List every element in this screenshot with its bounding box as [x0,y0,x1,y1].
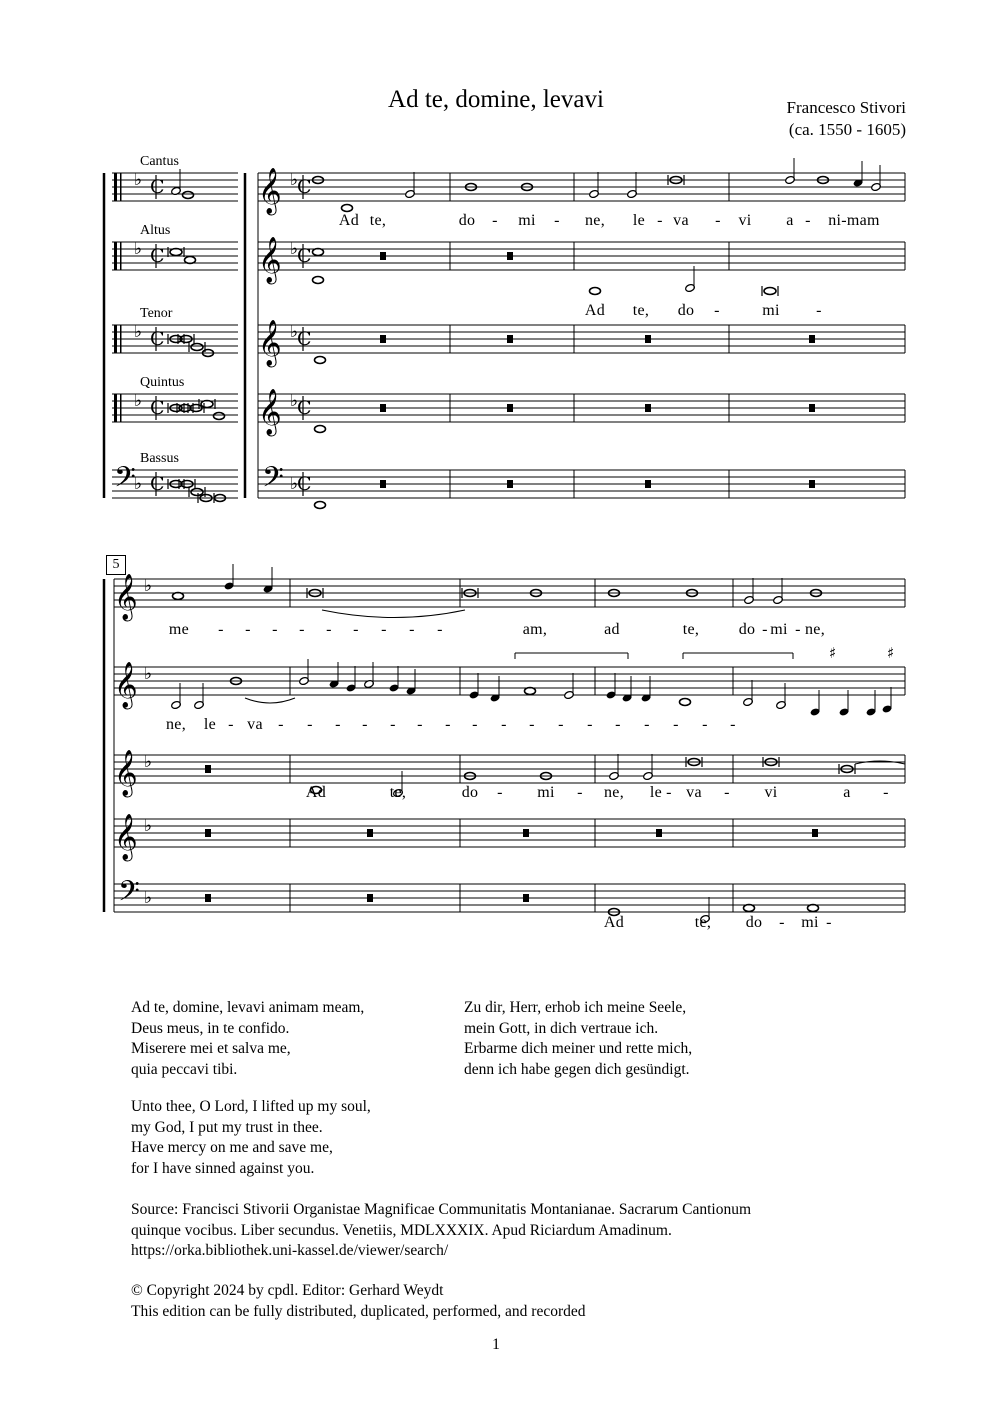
cantus-lyric: ni-mam [828,212,880,229]
whole-note [185,257,196,264]
tenor-lyric: mi [537,784,555,801]
altus-lyric: mi [762,302,780,319]
tenor-lyric: - [724,784,730,801]
flat-sign: ♭ [290,391,299,411]
breve-rest [523,829,529,837]
treble-clef: 𝄞 [258,237,282,283]
altus-lyric: - [228,716,234,733]
altus-lyric: - [558,716,564,733]
bassus-lyric: - [826,914,832,931]
source-citation [131,1200,751,1262]
cantus-lyric: - [272,621,278,638]
cut-time-signature: C [297,328,312,350]
tenor-lyric: va [686,784,702,801]
text-line: Ad te, domine, levavi animam meam, [131,999,365,1016]
bass-clef: 𝄢 [114,461,136,501]
flat-sign: ♭ [134,170,143,190]
bassus-lyric: do [745,914,763,931]
whole-note [183,192,194,199]
treble-clef: 𝄞 [114,814,138,860]
cut-time-signature: C [150,328,165,350]
cantus-lyric: - [762,621,768,638]
c-clef [120,394,122,422]
measure-number: 5 [106,555,126,575]
page-number: 1 [492,1336,500,1353]
altus-lyric: - [501,716,507,733]
piece-title: Ad te, domine, levavi [388,86,604,113]
breve-rest [205,894,211,902]
flat-sign: ♭ [144,816,153,836]
cut-time-signature: C [150,176,165,198]
altus-lyric: - [702,716,708,733]
cantus-lyric: - [299,621,305,638]
breve-rest [812,829,818,837]
composer-dates: (ca. 1550 - 1605) [788,120,906,139]
flat-sign: ♭ [134,474,143,494]
altus-lyric: - [278,716,284,733]
flat-sign: ♭ [290,239,299,259]
english-text [131,1097,371,1179]
cantus-lyric: - [409,621,415,638]
tenor-lyric: do [461,784,479,801]
altus-lyric: do [677,302,695,319]
text-line: quia peccavi tibi. [131,1060,238,1078]
text-line: my God, I put my trust in thee. [131,1118,323,1136]
cantus-lyric: do [738,621,756,638]
tenor-lyric: - [666,784,672,801]
c-clef [114,242,117,270]
cantus-lyric: - [245,621,251,638]
cantus-lyric: - [381,621,387,638]
tenor-lyric: - [497,784,503,801]
breve-rest [523,894,529,902]
breve-rest [507,252,513,260]
c-clef [114,325,117,353]
source-url: https://orka.bibliothek.uni-kassel.de/viewer/search/ [131,1242,449,1259]
c-clef [114,394,117,422]
whole-note [313,277,324,284]
treble-clef: 𝄞 [258,168,282,214]
tenor-lyric: Ad [305,784,327,801]
altus-lyric: ne, [165,716,187,733]
breve-rest [809,404,815,412]
cantus-lyric: mi [518,212,536,229]
copyright-notice [131,1281,586,1322]
breve-rest [507,335,513,343]
altus-lyric: - [816,302,822,319]
c-clef [114,173,117,201]
text-line: for I have sinned against you. [131,1159,315,1177]
text-line: Miserere mei et salva me, [131,1040,291,1057]
treble-clef: 𝄞 [258,320,282,366]
text-line: Unto thee, O Lord, I lifted up my soul, [131,1098,371,1115]
altus-lyric: te, [632,302,650,319]
license-line: This edition can be fully distributed, duplicated, performed, and recorded [131,1302,586,1320]
altus-lyric: - [714,302,720,319]
altus-lyric: - [307,716,313,733]
cantus-lyric: te, [682,621,700,638]
cantus-lyric: ne, [584,212,606,229]
altus-lyric: le [203,716,217,733]
whole-note [342,205,353,212]
whole-note [313,249,324,256]
whole-note [315,426,326,433]
text-line: Erbarme dich meiner und rette mich, [464,1040,693,1057]
tenor-lyric: - [577,784,583,801]
treble-clef: 𝄞 [114,750,138,796]
sharp-sign: ♯ [829,644,837,662]
breve-rest [205,829,211,837]
composer-name: Francesco Stivori [786,98,906,117]
treble-clef: 𝄞 [258,389,282,435]
cut-time-signature: C [150,473,165,495]
breve-note [191,344,203,351]
altus-lyric: va [247,716,263,733]
german-text [464,998,692,1080]
bass-clef: 𝄢 [118,875,140,915]
cut-time-signature: C [150,397,165,419]
voice-name-tenor: Tenor [140,306,173,321]
cantus-lyric: te, [369,212,387,229]
treble-clef: 𝄞 [114,574,138,620]
tenor-lyric: te, [389,784,407,801]
cantus-lyric: ne, [804,621,826,638]
whole-note [680,699,691,706]
cut-time-signature: C [297,397,312,419]
cantus-lyric: le [632,212,646,229]
whole-note [808,905,819,912]
altus-lyric: - [730,716,736,733]
tenor-lyric: vi [764,784,778,801]
cut-time-signature: C [297,245,312,267]
cantus-lyric: mi [770,621,788,638]
breve-rest [380,252,386,260]
cut-time-signature: C [150,245,165,267]
altus-lyric: - [587,716,593,733]
altus-lyric: - [615,716,621,733]
text-line: denn ich habe gegen dich gesündigt. [464,1060,690,1078]
text-line: Deus meus, in te confido. [131,1019,290,1037]
bassus-lyric: mi [801,914,819,931]
breve-rest [507,404,513,412]
breve-note [191,489,203,496]
flat-sign: ♭ [144,888,153,908]
flat-sign: ♭ [290,474,299,494]
voice-name-altus: Altus [140,223,171,238]
whole-note [744,905,755,912]
flat-sign: ♭ [134,239,143,259]
cantus-lyric: - [715,212,721,229]
sharp-sign: ♯ [887,644,895,662]
breve-rest [645,404,651,412]
altus-lyric: - [673,716,679,733]
bassus-lyric: Ad [603,914,625,931]
cantus-lyric: do [458,212,476,229]
breve-rest [809,335,815,343]
flat-sign: ♭ [290,322,299,342]
whole-note [315,502,326,509]
flat-sign: ♭ [144,752,153,772]
c-clef [120,325,122,353]
tie [245,698,295,703]
cut-time-signature: C [297,473,312,495]
altus-lyric: - [472,716,478,733]
whole-note [173,593,184,600]
breve-rest [367,894,373,902]
altus-lyric: - [417,716,423,733]
text-line: Have mercy on me and save me, [131,1139,333,1156]
breve-rest [380,404,386,412]
flat-sign: ♭ [144,576,153,596]
cantus-lyric: - [805,212,811,229]
altus-lyric: - [335,716,341,733]
breve-note [170,249,182,256]
tenor-lyric: ne, [603,784,625,801]
text-line: mein Gott, in dich vertraue ich. [464,1019,659,1037]
breve-rest [507,480,513,488]
treble-clef: 𝄞 [114,662,138,708]
cantus-lyric: - [353,621,359,638]
whole-note [590,288,601,295]
whole-note [315,357,326,364]
cantus-lyric: vi [738,212,752,229]
c-clef [120,242,122,270]
cantus-lyric: am, [522,621,548,638]
altus-lyric: - [390,716,396,733]
breve-note [764,288,776,295]
breve-rest [380,480,386,488]
breve-rest [367,829,373,837]
voice-name-cantus: Cantus [140,154,179,169]
voice-name-bassus: Bassus [140,451,179,466]
cantus-lyric: - [492,212,498,229]
source-line: Source: Francisci Stivorii Organistae Magnificae Communitatis Montanianae. Sacrarum Cantionum [131,1201,752,1218]
breve-rest [645,480,651,488]
c-clef [120,173,122,201]
cantus-lyric: - [326,621,332,638]
breve-note [201,401,213,408]
text-line: Zu dir, Herr, erhob ich meine Seele, [464,999,687,1016]
bass-clef: 𝄢 [262,461,284,501]
cantus-lyric: - [218,621,224,638]
bassus-lyric: te, [694,914,712,931]
bassus-lyric: - [779,914,785,931]
tenor-lyric: - [883,784,889,801]
voice-name-quintus: Quintus [140,375,185,390]
source-line: quinque vocibus. Liber secundus. Venetiis, MDLXXXIX. Apud Riciardum Amadinum. [131,1221,672,1239]
breve-rest [380,335,386,343]
breve-rest [809,480,815,488]
flat-sign: ♭ [144,664,153,684]
altus-lyric: - [445,716,451,733]
flat-sign: ♭ [134,391,143,411]
tenor-lyric: le [649,784,663,801]
cut-time-signature: C [297,176,312,198]
altus-lyric: - [529,716,535,733]
altus-lyric: - [362,716,368,733]
flat-sign: ♭ [290,170,299,190]
tenor-lyric: a [843,784,851,801]
flat-sign: ♭ [134,322,143,342]
latin-text [131,998,364,1080]
whole-note [525,688,536,695]
copyright-line: © Copyright 2024 by cpdl. Editor: Gerhard Weydt [131,1282,444,1299]
breve-rest [656,829,662,837]
whole-note [214,413,225,420]
breve-rest [205,765,211,773]
cantus-lyric: me [168,621,190,638]
cantus-lyric: - [657,212,663,229]
breve-rest [645,335,651,343]
cantus-lyric: a [786,212,794,229]
altus-lyric: - [644,716,650,733]
cantus-lyric: - [437,621,443,638]
cantus-lyric: ad [604,621,620,638]
cantus-lyric: va [673,212,689,229]
cantus-lyric: - [554,212,560,229]
cantus-lyric: - [795,621,801,638]
tie [322,610,465,618]
altus-lyric: Ad [584,302,606,319]
cantus-lyric: Ad [338,212,360,229]
